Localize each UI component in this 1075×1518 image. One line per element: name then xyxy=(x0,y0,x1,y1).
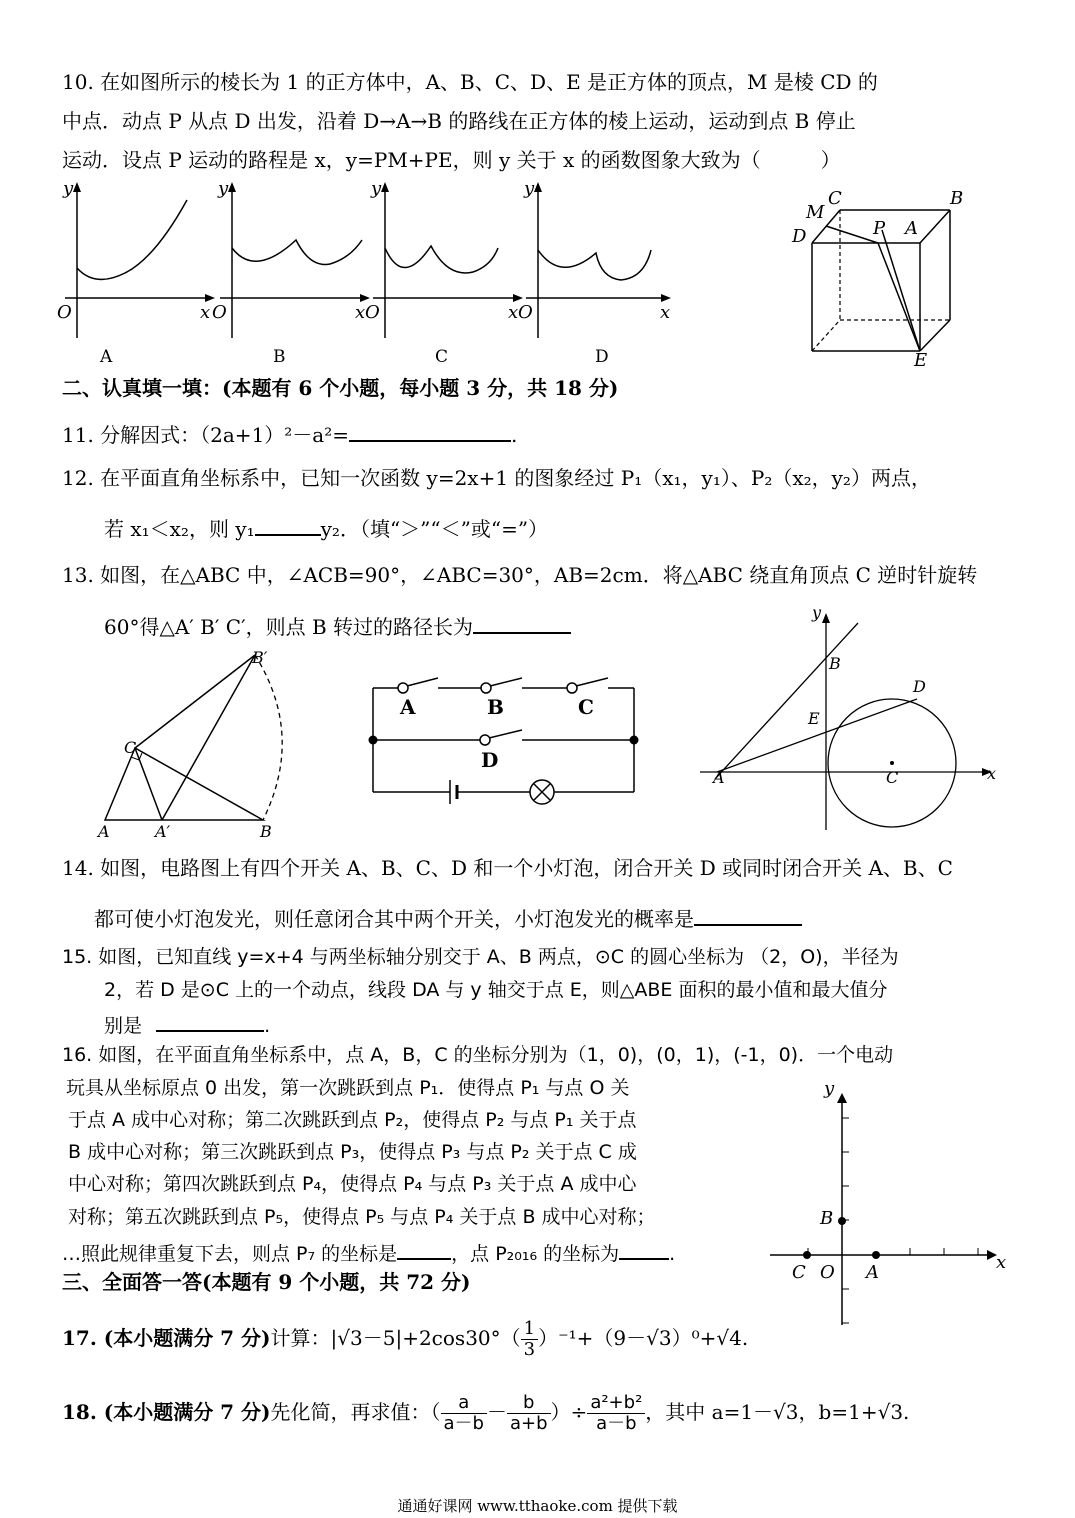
q18-f3-den: a－b xyxy=(596,1413,637,1434)
q13-blank[interactable] xyxy=(473,612,571,634)
q13-label-a: A xyxy=(98,822,110,841)
q10-c-y-label: y xyxy=(371,178,382,199)
q18-text-a: 先化简，再求值：（ xyxy=(270,1400,441,1424)
q11 xyxy=(62,420,517,447)
q18-f3-num: a²+b² xyxy=(587,1393,645,1414)
circle-line-figure xyxy=(695,605,1005,835)
q16-blank-p7[interactable] xyxy=(397,1238,451,1260)
q15-label-e: E xyxy=(808,709,820,728)
q16-blank-p2016[interactable] xyxy=(619,1238,669,1260)
q15-label-d: D xyxy=(913,677,926,696)
q18-f2-den: a+b xyxy=(510,1413,548,1434)
q17-text-a: 计算：|√3－5|+2cos30°（ xyxy=(270,1326,521,1350)
q10-c-origin: O xyxy=(365,302,380,323)
q15-line3-text: 别是 xyxy=(104,1015,143,1037)
q16-line2: 玩具从坐标原点 0 出发，第一次跳跃到点 P₁．使得点 P₁ 与点 O 关 xyxy=(66,1077,630,1099)
q10-a-x-label: x xyxy=(200,302,211,323)
q18-fraction-3 xyxy=(587,1393,645,1434)
q10-graph-b xyxy=(210,178,370,338)
q16-line7-a: …照此规律重复下去，则点 P₇ 的坐标是 xyxy=(62,1243,398,1265)
switch-c-label: C xyxy=(578,695,594,719)
q18-text-b: ，其中 a=1－√3，b=1+√3. xyxy=(645,1400,910,1424)
q11-blank[interactable] xyxy=(349,420,511,442)
page-footer: 通通好课网 www.tthaoke.com 提供下载 xyxy=(397,1497,678,1515)
q15-line1: 15. 如图，已知直线 y=x+4 与两坐标轴分别交于 A、B 两点，⊙C 的圆心坐标为 （2，O)，半径为 xyxy=(62,946,899,968)
cube-label-m: M xyxy=(806,202,825,223)
q12-line2-a: 若 x₁＜x₂，则 y₁ xyxy=(104,517,255,541)
q17-fraction xyxy=(521,1319,538,1360)
q10-option-d: D xyxy=(595,347,609,367)
q18-div: ）÷ xyxy=(550,1400,588,1424)
q16-label-b: B xyxy=(820,1208,834,1229)
q13-label-b-prime: B′ xyxy=(252,648,268,667)
q13-label-c: C xyxy=(124,738,137,757)
cube-label-a: A xyxy=(905,218,918,239)
q12-line1: 12. 在平面直角坐标系中，已知一次函数 y=2x+1 的图象经过 P₁（x₁，y₁）、P₂（x₂，y₂）两点， xyxy=(62,466,931,490)
q10-line3: 运动．设点 P 运动的路程是 x，y=PM+PE，则 y 关于 x 的函数图象大致为（ ） xyxy=(62,148,841,172)
q10-b-y-label: y xyxy=(218,178,229,199)
q10-graph-a xyxy=(55,178,215,338)
q15-line2: 2，若 D 是⊙C 上的一个动点，线段 DA 与 y 轴交于点 E，则△ABE 面积的最小值和最大值分 xyxy=(104,979,888,1001)
q10-line1: 10. 在如图所示的棱长为 1 的正方体中，A、B、C、D、E 是正方体的顶点，M 是棱 CD 的 xyxy=(62,70,878,94)
q16-line7 xyxy=(62,1238,675,1266)
q15-label-x: x xyxy=(987,764,997,783)
q13-line2 xyxy=(104,612,571,639)
q18-fraction-2 xyxy=(507,1393,551,1434)
switch-a-label: A xyxy=(400,695,416,719)
switch-d-label: D xyxy=(481,748,499,772)
q18-head: 18. (本小题满分 7 分) xyxy=(62,1400,271,1424)
switch-b-label: B xyxy=(487,695,504,719)
q18-f2-num: b xyxy=(507,1393,551,1414)
q16-label-c: C xyxy=(792,1262,806,1283)
q15-label-b: B xyxy=(829,654,841,673)
q14-line2 xyxy=(94,904,802,931)
q10-b-x-label: x xyxy=(355,302,366,323)
q16-label-a: A xyxy=(866,1262,879,1283)
q10-a-origin: O xyxy=(57,302,72,323)
cube-label-c: C xyxy=(828,188,842,209)
q11-end: . xyxy=(511,423,518,447)
cube-label-d: D xyxy=(792,226,807,247)
q10-d-x-label: x xyxy=(660,302,671,323)
q10-graph-d xyxy=(516,178,676,338)
q14-line1: 14. 如图，电路图上有四个开关 A、B、C、D 和一个小灯泡，闭合开关 D 或同时闭合开关 A、B、C xyxy=(62,856,953,880)
q13-label-b: B xyxy=(260,822,272,841)
q18-f1-num: a xyxy=(441,1393,487,1414)
q13-label-a-prime: A′ xyxy=(155,822,171,841)
q13-line1: 13. 如图，在△ABC 中，∠ACB=90°，∠ABC=30°，AB=2cm．将△ABC 绕直角顶点 C 逆时针旋转 xyxy=(62,563,978,587)
q10-line2: 中点．动点 P 从点 D 出发，沿着 D→A→B 的路线在正方体的棱上运动，运动到点 B 停止 xyxy=(62,109,856,133)
q18-minus: － xyxy=(487,1400,507,1424)
q17-head: 17. (本小题满分 7 分) xyxy=(62,1326,271,1350)
q17-frac-den: 3 xyxy=(523,1339,536,1360)
q18-f1-den: a－b xyxy=(443,1413,484,1434)
q14-blank[interactable] xyxy=(694,904,802,926)
q10-d-origin: O xyxy=(518,302,533,323)
q16-label-o: O xyxy=(820,1262,835,1283)
q11-text: 11. 分解因式：（2a+1）²－a²= xyxy=(62,423,350,447)
q17 xyxy=(62,1318,748,1360)
q10-d-y-label: y xyxy=(524,178,535,199)
q10-option-b: B xyxy=(273,347,286,367)
q16-label-y: y xyxy=(824,1078,835,1099)
q10-option-c: C xyxy=(435,347,449,367)
q16-line6: 对称；第五次跳跃到点 P₅，使得点 P₅ 与点 P₄ 关于点 B 成中心对称； xyxy=(68,1206,656,1228)
q16-line5: 中心对称；第四次跳跃到点 P₄，使得点 P₄ 与点 P₃ 关于点 A 成中心 xyxy=(68,1173,637,1195)
q15-label-a: A xyxy=(713,768,725,787)
q15-label-c: C xyxy=(886,768,899,787)
q18 xyxy=(62,1392,909,1434)
q12-line2 xyxy=(104,514,548,541)
q16-label-x: x xyxy=(996,1252,1007,1273)
q10-a-y-label: y xyxy=(63,178,74,199)
q16-line7-c: . xyxy=(669,1243,676,1265)
q15-label-y: y xyxy=(812,603,822,622)
cube-label-e: E xyxy=(914,350,928,371)
q12-line2-b: y₂．（填“＞”“＜”或“=”） xyxy=(320,517,549,541)
q14-line2-text: 都可使小灯泡发光，则任意闭合其中两个开关，小灯泡发光的概率是 xyxy=(94,907,694,931)
q16-line4: B 成中心对称；第三次跳跃到点 P₃，使得点 P₃ 与点 P₂ 关于点 C 成 xyxy=(68,1141,637,1163)
q10-c-x-label: x xyxy=(508,302,519,323)
q13-line2-text: 60°得△A′ B′ C′，则点 B 转过的路径长为 xyxy=(104,615,474,639)
q15-end: . xyxy=(264,1015,271,1037)
q16-line7-b: ，点 P₂₀₁₆ 的坐标为 xyxy=(451,1243,620,1265)
q15-blank[interactable] xyxy=(156,1010,264,1032)
q10-option-a: A xyxy=(100,347,113,367)
jump-grid-figure xyxy=(770,1085,1010,1330)
section-2-heading: 二、认真填一填：(本题有 6 个小题，每小题 3 分，共 18 分) xyxy=(62,376,619,400)
q17-frac-num: 1 xyxy=(521,1319,538,1340)
q17-text-b: ）⁻¹+（9－√3）⁰+√4. xyxy=(538,1326,749,1350)
q15-line3 xyxy=(104,1010,270,1038)
q10-b-origin: O xyxy=(212,302,227,323)
q16-line3: 于点 A 成中心对称；第二次跳跃到点 P₂，使得点 P₂ 与点 P₁ 关于点 xyxy=(68,1109,637,1131)
section-3-heading: 三、全面答一答(本题有 9 个小题，共 72 分) xyxy=(62,1270,471,1294)
cube-label-b: B xyxy=(950,188,964,209)
q10-graph-c xyxy=(363,178,523,338)
cube-label-p: P xyxy=(873,218,886,239)
q12-blank[interactable] xyxy=(255,514,321,536)
q16-line1: 16. 如图，在平面直角坐标系中，点 A，B，C 的坐标分别为（1，0)，(0，1)，(-1，0)．一个电动 xyxy=(62,1044,894,1066)
q18-fraction-1 xyxy=(441,1393,487,1434)
